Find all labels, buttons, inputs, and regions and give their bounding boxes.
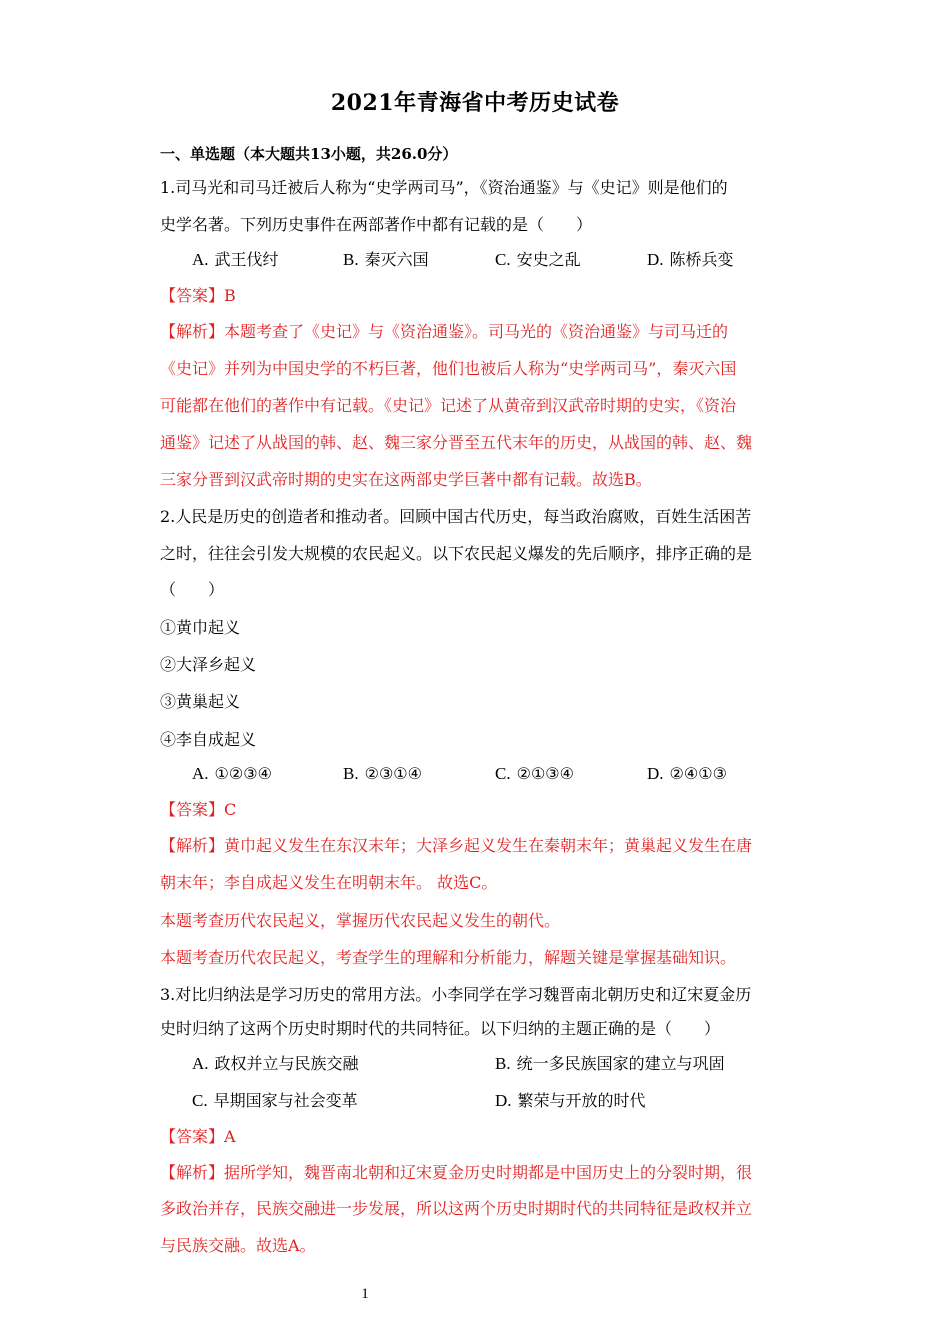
list-item: ②大泽乡起义 <box>160 655 257 674</box>
option-text: 秦灭六国 <box>364 250 429 269</box>
option-text: 陈桥兵变 <box>669 250 734 269</box>
option-b <box>495 1052 725 1076</box>
option-text: 武王伐纣 <box>214 250 279 269</box>
page-number: 1 <box>361 1286 369 1302</box>
analysis-line: 《史记》并列为中国史学的不朽巨著，他们也被后人称为“史学两司马”，秦灭六国 <box>160 359 737 378</box>
analysis-line: 本题考查历代农民起义，掌握历代农民起义发生的朝代。 <box>160 911 561 930</box>
option-label: B. <box>343 764 359 783</box>
analysis-line: 多政治并存，民族交融进一步发展，所以这两个历史时期时代的共同特征是政权并立 <box>160 1199 753 1218</box>
option-b <box>343 762 422 786</box>
question-3-text: 3.对比归纳法是学习历史的常用方法。小李同学在学习魏晋南北朝历史和辽宋夏金历 <box>160 985 752 1004</box>
option-label: C. <box>192 1091 208 1110</box>
question-2-text: 之时，往往会引发大规模的农民起义。以下农民起义爆发的先后顺序，排序正确的是 <box>160 544 753 563</box>
option-d <box>647 248 734 272</box>
analysis-line: 朝末年；李自成起义发生在明朝末年。 故选C。 <box>160 873 498 892</box>
analysis-line: 三家分晋到汉武帝时期的史实在这两部史学巨著中都有记载。故选B。 <box>160 470 652 489</box>
page-title: 2021年青海省中考历史试卷 <box>330 90 620 116</box>
option-label: C. <box>495 250 511 269</box>
option-label: A. <box>192 764 209 783</box>
section-heading: 一、单选题（本大题共13小题，共26.0分） <box>160 145 458 163</box>
option-text: ②③①④ <box>364 764 422 783</box>
option-label: B. <box>343 250 359 269</box>
option-text: 安史之乱 <box>516 250 581 269</box>
analysis-line: 【解析】本题考查了《史记》与《资治通鉴》。司马光的《资治通鉴》与司马迁的 <box>160 322 729 341</box>
option-label: C. <box>495 764 511 783</box>
option-c <box>495 762 574 786</box>
option-a <box>192 762 272 786</box>
question-2-text: 2.人民是历史的创造者和推动者。回顾中国古代历史，每当政治腐败，百姓生活困苦 <box>160 507 752 526</box>
analysis-line: 可能都在他们的著作中有记载。《史记》记述了从黄帝到汉武帝时期的史实，《资治 <box>160 396 737 415</box>
option-label: A. <box>192 250 209 269</box>
option-c <box>495 248 581 272</box>
option-d <box>495 1089 646 1113</box>
analysis-line: 通鉴》记述了从战国的韩、赵、魏三家分晋至五代末年的历史，从战国的韩、赵、魏 <box>160 433 753 452</box>
option-a <box>192 1052 359 1076</box>
analysis-line: 本题考查历代农民起义，考查学生的理解和分析能力，解题关键是掌握基础知识。 <box>160 948 737 967</box>
question-1-text: 1.司马光和司马迁被后人称为“史学两司马”，《资治通鉴》与《史记》则是他们的 <box>160 178 728 197</box>
option-text: 繁荣与开放的时代 <box>517 1091 646 1110</box>
option-label: D. <box>647 764 664 783</box>
option-a <box>192 248 279 272</box>
answer: 【答案】B <box>160 286 236 305</box>
option-c <box>192 1089 358 1113</box>
analysis-line: 与民族交融。故选A。 <box>160 1236 316 1255</box>
option-b <box>343 248 429 272</box>
answer: 【答案】A <box>160 1127 236 1146</box>
option-text: ②④①③ <box>669 764 727 783</box>
option-text: 统一多民族国家的建立与巩固 <box>516 1054 725 1073</box>
question-1-text: 史学名著。下列历史事件在两部著作中都有记载的是（ ） <box>160 215 593 234</box>
option-label: D. <box>647 250 664 269</box>
option-label: B. <box>495 1054 511 1073</box>
option-label: D. <box>495 1091 512 1110</box>
question-3-text: 史时归纳了这两个历史时期时代的共同特征。以下归纳的主题正确的是（ ） <box>160 1019 721 1038</box>
question-2-text: （ ） <box>160 580 225 599</box>
option-label: A. <box>192 1054 209 1073</box>
analysis-line: 【解析】据所学知，魏晋南北朝和辽宋夏金历史时期都是中国历史上的分裂时期，很 <box>160 1163 753 1182</box>
list-item: ④李自成起义 <box>160 730 257 749</box>
list-item: ③黄巢起义 <box>160 692 241 711</box>
option-text: 政权并立与民族交融 <box>214 1054 359 1073</box>
option-text: ②①③④ <box>516 764 574 783</box>
option-text: ①②③④ <box>214 764 272 783</box>
analysis-line: 【解析】黄巾起义发生在东汉末年；大泽乡起义发生在秦朝末年；黄巢起义发生在唐 <box>160 836 753 855</box>
list-item: ①黄巾起义 <box>160 618 241 637</box>
option-text: 早期国家与社会变革 <box>213 1091 358 1110</box>
answer: 【答案】C <box>160 800 237 819</box>
option-d <box>647 762 727 786</box>
